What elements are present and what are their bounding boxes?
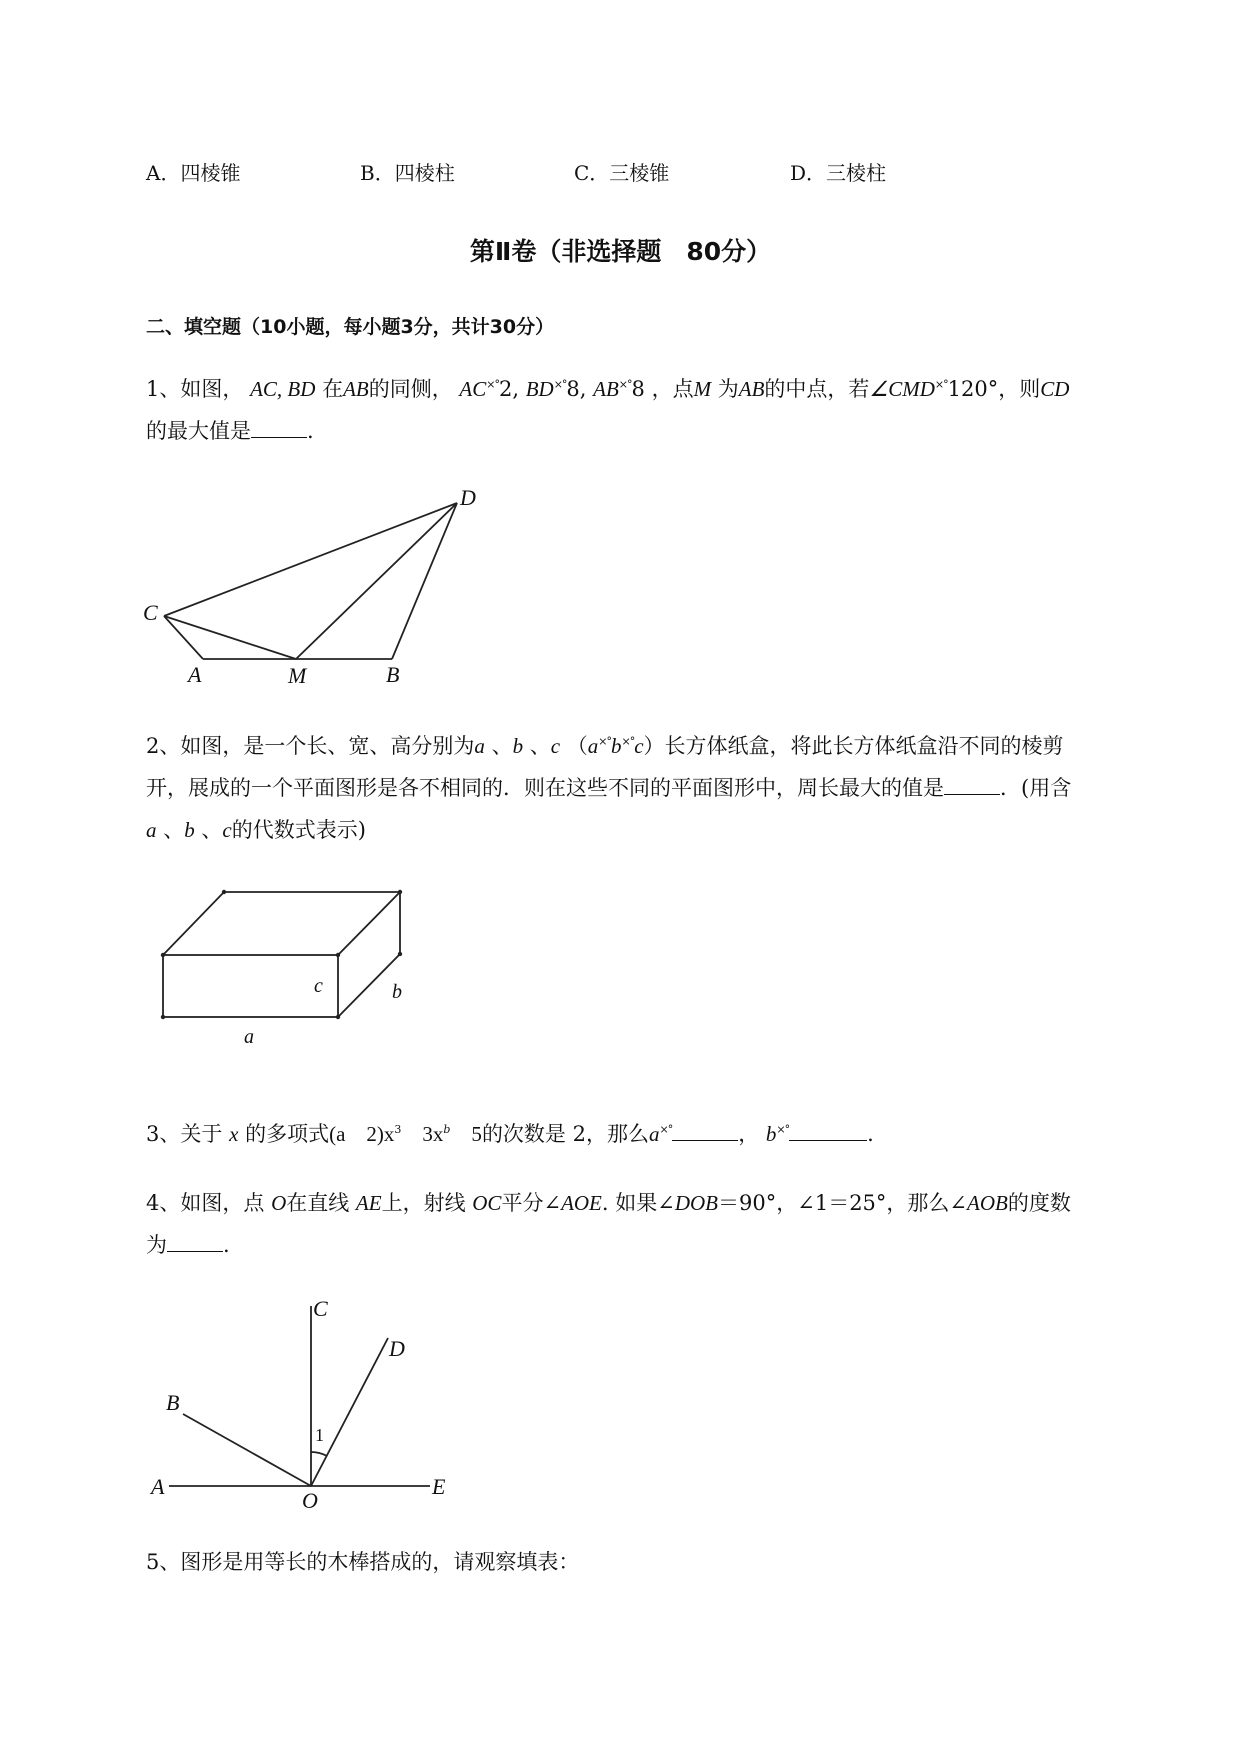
- question-1-line-2: [146, 414, 314, 448]
- question-5-line-1: [146, 1545, 579, 1579]
- garbled-mark: ×°: [776, 1123, 790, 1136]
- question-3-line-1: [146, 1113, 874, 1155]
- q3-text: 关于: [180, 1122, 223, 1146]
- q2-text: 开，展成的一个平面图形是各不相同的．则在这些不同的平面图形中，周长最大的值是: [146, 776, 944, 800]
- garbled-mark: ×°: [553, 378, 567, 391]
- q1-text: ，点: [651, 377, 694, 401]
- question-number: 5、: [146, 1550, 181, 1574]
- label-d: D: [460, 485, 476, 510]
- question-number: 2、: [146, 734, 181, 758]
- label-b: b: [392, 981, 402, 1003]
- q4-text: 上，射线: [381, 1191, 466, 1215]
- q1-value: 2,: [498, 377, 526, 401]
- section-heading: 二、填空题（10小题，每小题3分，共计30分）: [146, 316, 555, 338]
- label-c: c: [314, 975, 323, 997]
- q2-text: ）: [643, 734, 665, 758]
- q3-math: 3x: [401, 1122, 444, 1146]
- question-number: 4、: [146, 1191, 181, 1215]
- q4-text: ＝90°，∠1＝25°，那么∠: [718, 1191, 968, 1215]
- label-o: O: [302, 1488, 318, 1513]
- q2-math: b: [610, 734, 622, 758]
- question-4-line-2: [146, 1228, 230, 1262]
- q1-text: 的中点，若: [764, 377, 870, 401]
- label-m: M: [288, 663, 307, 688]
- q4-math: AOB: [967, 1191, 1008, 1215]
- question-number: 3、: [146, 1122, 181, 1146]
- q2-math: a: [587, 734, 599, 758]
- q2-text: （: [566, 734, 588, 758]
- question-2-line-3: [146, 813, 366, 847]
- q4-text: 在直线: [286, 1191, 350, 1215]
- ray-ob: [183, 1414, 311, 1486]
- ray-od: [311, 1338, 388, 1486]
- q2-math: c: [550, 734, 561, 758]
- garbled-mark: ×°: [934, 378, 948, 391]
- question-2-line-2: [146, 771, 1071, 805]
- q3-exponent: b: [443, 1123, 451, 1136]
- question-number: 1、: [146, 377, 181, 401]
- q3-text: 的次数是 2，那么: [481, 1122, 649, 1146]
- q3-math: a: [648, 1122, 660, 1146]
- q2-math: b: [512, 734, 524, 758]
- label-d: D: [389, 1336, 405, 1361]
- answer-blank: [251, 417, 307, 438]
- q4-text: 的度数: [1007, 1191, 1071, 1215]
- option-b: B．四棱柱: [360, 161, 455, 185]
- q1-math: AB: [343, 377, 369, 401]
- label-a: A: [151, 1474, 165, 1499]
- q2-math: c: [222, 818, 232, 842]
- q5-text: 图形是用等长的木棒搭成的，请观察填表：: [180, 1550, 580, 1574]
- q3-text: ，: [738, 1122, 760, 1146]
- option-d: D．三棱柱: [790, 161, 887, 185]
- q4-text: 平分∠: [501, 1191, 562, 1215]
- garbled-mark: ×°: [598, 735, 611, 748]
- q1-text: 的最大值是: [146, 419, 251, 443]
- q2-text: 、: [491, 734, 513, 758]
- q1-math: AC: [459, 377, 487, 401]
- option-a: A．四棱锥: [146, 161, 241, 185]
- label-angle-1: 1: [315, 1425, 324, 1445]
- segment-md: [296, 503, 457, 659]
- q2-text: 的代数式表示): [231, 818, 366, 842]
- q3-exponent: 3: [394, 1123, 402, 1136]
- box-front-face: [163, 955, 338, 1017]
- q3-math: (a 2)x: [329, 1122, 395, 1146]
- q4-math: O: [271, 1191, 287, 1215]
- q4-math: AOE: [561, 1191, 602, 1215]
- garbled-mark: ×°: [621, 735, 635, 748]
- label-a: a: [244, 1026, 254, 1048]
- q2-math: c: [634, 734, 644, 758]
- q2-text: 如图，是一个长、宽、高分别为: [180, 734, 475, 758]
- segment-cd: [164, 503, 457, 616]
- q3-text: .: [867, 1122, 874, 1146]
- part-title: 第Ⅱ卷（非选择题 80分）: [469, 237, 772, 266]
- q4-math: AE: [355, 1191, 382, 1215]
- label-c: C: [313, 1296, 328, 1321]
- q3-text: 的多项式: [245, 1122, 330, 1146]
- question-4-line-1: [146, 1186, 1071, 1220]
- q4-math: OC: [472, 1191, 502, 1215]
- garbled-mark: ×°: [486, 378, 499, 391]
- q2-text: 长方体纸盒，将此长方体纸盒沿不同的棱剪: [664, 734, 1064, 758]
- q1-value: 8,: [566, 377, 594, 401]
- q1-value: 8: [631, 377, 645, 401]
- q2-math: a: [474, 734, 485, 758]
- q4-text: . 如果∠: [601, 1191, 675, 1215]
- label-a: A: [188, 662, 202, 687]
- q2-text: 、: [529, 734, 551, 758]
- question-1-line-1: [146, 372, 1069, 410]
- answer-blank: [789, 1120, 867, 1141]
- q1-math: AB: [593, 377, 619, 401]
- garbled-mark: ×°: [618, 378, 632, 391]
- label-c: C: [143, 600, 158, 625]
- q3-math: x: [229, 1122, 239, 1146]
- q4-text: 如图，点: [180, 1191, 265, 1215]
- q1-math: CD: [1040, 377, 1070, 401]
- question-2-line-1: [146, 729, 1064, 767]
- q2-text: ．(用含: [1000, 776, 1072, 800]
- q1-math: M: [693, 377, 712, 401]
- option-c: C．三棱锥: [574, 161, 670, 185]
- q2-math: b: [184, 818, 195, 842]
- answer-blank: [167, 1231, 223, 1252]
- label-b: B: [386, 662, 400, 687]
- q1-math: BD: [525, 377, 554, 401]
- q1-math: AB: [738, 377, 765, 401]
- q1-text: 为: [717, 377, 739, 401]
- q1-text: ，则: [998, 377, 1041, 401]
- q2-text: 、: [201, 818, 223, 842]
- q1-value: 120°: [947, 377, 999, 401]
- q3-math: b: [765, 1122, 777, 1146]
- q1-text: .: [307, 419, 314, 443]
- answer-blank: [672, 1120, 738, 1141]
- q1-text: 在: [322, 377, 344, 401]
- answer-blank: [944, 774, 1000, 795]
- q1-text: 的同侧，: [368, 377, 453, 401]
- segment-bd: [392, 503, 457, 659]
- angle-1-arc: [311, 1452, 327, 1456]
- q2-text: 、: [163, 818, 185, 842]
- label-b: B: [166, 1390, 180, 1415]
- box-side-face: [338, 892, 400, 1017]
- garbled-mark: ×°: [659, 1123, 673, 1136]
- q4-text: .: [223, 1233, 230, 1257]
- box-top-face: [163, 892, 400, 955]
- q2-math: a: [146, 818, 157, 842]
- q4-text: 为: [146, 1233, 167, 1257]
- q1-math: ∠CMD: [869, 377, 935, 401]
- q4-math: DOB: [674, 1191, 719, 1215]
- q1-math: AC, BD: [250, 377, 316, 401]
- q3-math: 5: [450, 1122, 482, 1146]
- q1-text: 如图，: [180, 377, 244, 401]
- label-e: E: [432, 1474, 446, 1499]
